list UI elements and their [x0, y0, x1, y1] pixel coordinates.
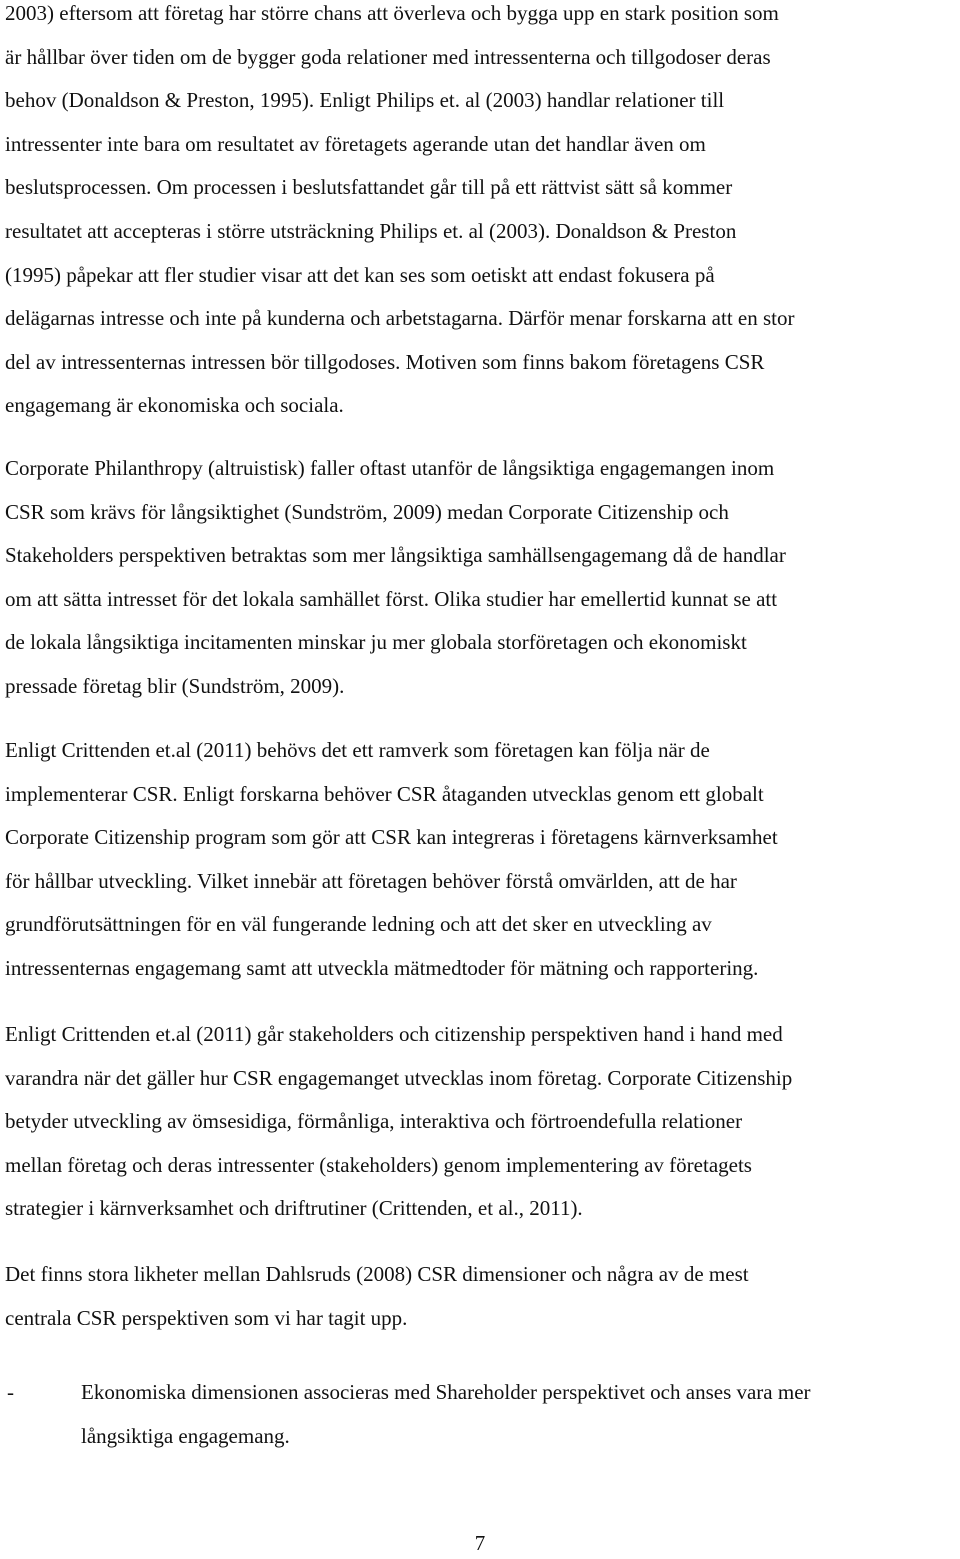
paragraph: Enligt Crittenden et.al (2011) går stakeholders och citizenship perspektiven hand i hand med varandra när det gäller hur CSR engagemanget utvecklas inom företag. Corporate Citizenship betyder utveckling av ömsesidiga, förmånliga, interaktiva och förtroendefulla relationer mellan företag och deras intressenter (stakeholders) genom implementering av företagets strategier i kärnverksamhet och driftrutiner (Crittenden, et al., 2011). — [5, 1022, 793, 1221]
page-number: 7 — [474, 1531, 486, 1555]
paragraph: Corporate Philanthropy (altruistisk) faller oftast utanför de långsiktiga engagemangen inom CSR som krävs för långsiktighet (Sundström, 2009) medan Corporate Citizenship och Stakeholders perspektiven betraktas som mer långsiktiga samhällsengagemang då de handlar om att sätta intresset för det lokala samhället först. Olika studier har emellertid kunnat se att de lokala långsiktiga incitamenten minskar ju mer globala storföretagen och ekonomiskt pressade företag blir (Sundström, 2009). — [5, 456, 786, 698]
bullet-marker: - — [7, 1380, 14, 1404]
paragraph: 2003) eftersom att företag har större chans att överleva och bygga upp en stark position som är hållbar över tiden om de bygger goda relationer med intressenterna och tillgodoser deras behov (Donaldson & Preston, 1995). Enligt Philips et. al (2003) handlar relationer till intressenter inte bara om resultatet av företagets agerande utan det handlar även om beslutsprocessen. Om processen i beslutsfattandet går till på ett rättvist sätt så kommer resultatet att accepteras i större utsträckning Philips et. al (2003). Donaldson & Preston (1995) påpekar att fler studier visar att det kan ses som oetiskt att endast fokusera på delägarnas intresse och inte på kunderna och arbetstagarna. Därför menar forskarna att en stor del av intressenternas intressen bör tillgodoses. Motiven som finns bakom företagens CSR engagemang är ekonomiska och sociala. — [5, 1, 795, 418]
bullet-text: Ekonomiska dimensionen associeras med Shareholder perspektivet och anses vara mer långsiktiga engagemang. — [81, 1380, 811, 1448]
paragraph: Det finns stora likheter mellan Dahlsruds (2008) CSR dimensioner och några av de mest centrala CSR perspektiven som vi har tagit upp. — [5, 1262, 749, 1330]
paragraph: Enligt Crittenden et.al (2011) behövs det ett ramverk som företagen kan följa när de implementerar CSR. Enligt forskarna behöver CSR åtaganden utvecklas genom ett globalt Corporate Citizenship program som gör att CSR kan integreras i företagens kärnverksamhet för hållbar utveckling. Vilket innebär att företagen behöver förstå omvärlden, att de har grundförutsättningen för en väl fungerande ledning och att det sker en utveckling av intressenternas engagemang samt att utveckla mätmedtoder för mätning och rapportering. — [5, 738, 778, 980]
